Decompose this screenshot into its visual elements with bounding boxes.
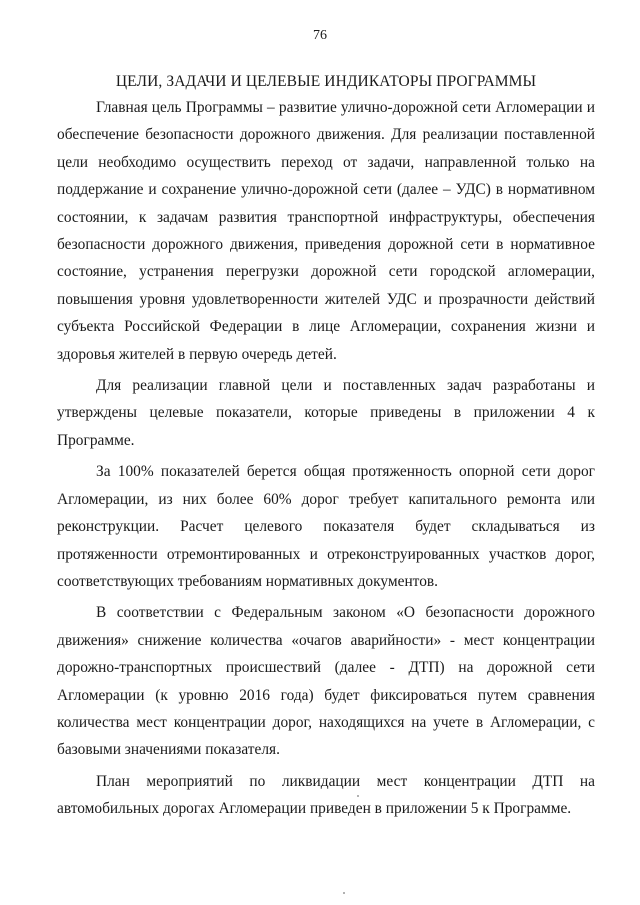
scan-artifact-dot <box>343 892 345 894</box>
scan-artifact-dot <box>357 795 359 797</box>
paragraph-action-plan: План мероприятий по ликвидации мест концентрации ДТП на автомобильных дорогах Агломерации приведен в приложении 5 к Программе. <box>57 772 595 818</box>
paragraph-main-goal: Главная цель Программы – развитие улично-дорожной сети Агломерации и обеспечение безопасности дорожного движения. Для реализации поставленной цели необходимо осуществить переход от задачи, направленной только на поддержание и сохранение улично-дорожной сети (далее – УДС) в нормативном состоянии, к задачам развития транспортной инфраструктуры, обеспечения безопасности дорожного движения, приведения дорожной сети в нормативное состояние, устранения перегрузки дорожной сети городской агломерации, повышения уровня удовлетворенности жителей УДС и прозрачности действий субъекта Российской Федерации в лице Агломерации, сохранения жизни и здоровья жителей в первую очередь детей. <box>57 99 595 363</box>
page-number: 76 <box>313 28 327 43</box>
section-title: ЦЕЛИ, ЗАДАЧИ И ЦЕЛЕВЫЕ ИНДИКАТОРЫ ПРОГРАММЫ <box>115 73 537 90</box>
document-body <box>57 74 595 823</box>
paragraph-target-indicators: Для реализации главной цели и поставленных задач разработаны и утверждены целевые показатели, которые приведены в приложении 4 к Программе. <box>57 377 595 449</box>
paragraph-road-network-share: За 100% показателей берется общая протяженность опорной сети дорог Агломерации, из них более 60% дорог требует капитального ремонта или реконструкции. Расчет целевого показателя будет складываться из протяженности отремонтированных и отреконструированных участков дорог, соответствующих требованиям нормативных документов. <box>57 463 595 590</box>
paragraph-accident-hotspots: В соответствии с Федеральным законом «О безопасности дорожного движения» снижение количества «очагов аварийности» - мест концентрации дорожно-транспортных происшествий (далее - ДТП) на дорожной сети Агломерации (к уровню 2016 года) будет фиксироваться путем сравнения количества мест концентрации дорог, находящихся на учете в Агломерации, с базовыми значениями показателя. <box>57 604 595 759</box>
